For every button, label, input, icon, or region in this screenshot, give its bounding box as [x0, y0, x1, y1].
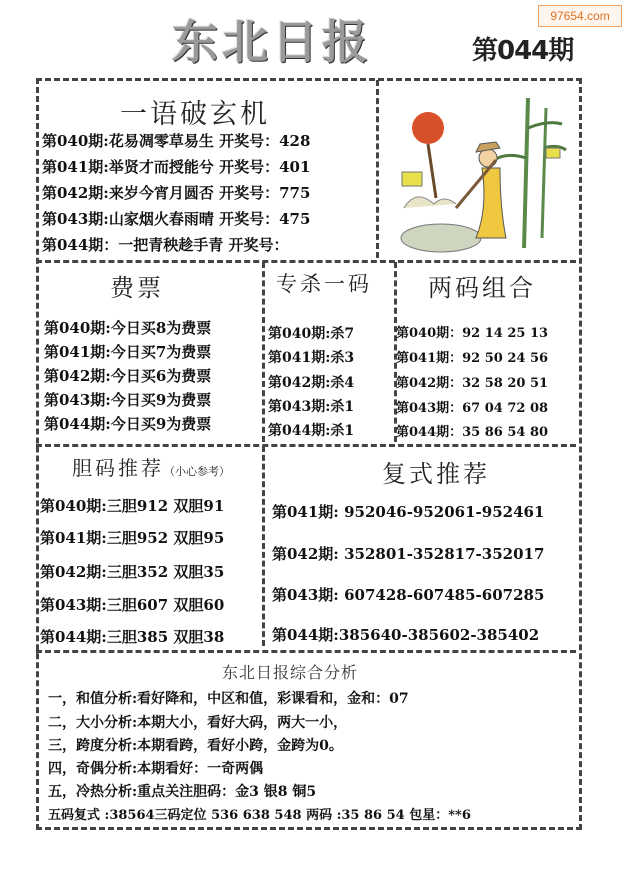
- zhuansha-row: 第044期:杀1: [268, 423, 355, 439]
- analysis-label: 跨度分析: [76, 738, 132, 754]
- danma-title: [72, 452, 230, 481]
- column-divider: [262, 262, 265, 442]
- riddle-row: 第044期：一把青秧趁手青 开奖号：: [42, 236, 289, 254]
- fushi-row: 第043期: 607428-607485-607285: [272, 586, 545, 604]
- zhuansha-row: 第043期:杀1: [268, 399, 355, 415]
- zhuansha-title: 专杀一码: [276, 272, 372, 296]
- riddle-row: 第042期:来岁今宵月圆否 开奖号：775: [42, 184, 311, 202]
- fushi-title: 复式推荐: [382, 460, 490, 488]
- analysis-num: 三，: [48, 738, 76, 754]
- danma-title-text: 胆码推荐: [72, 456, 164, 480]
- riddle-row: 第043期:山家烟火春雨晴 开奖号：475: [42, 210, 311, 228]
- feipiao-row: 第043期:今日买9为费票: [44, 391, 212, 409]
- feipiao-row: 第041期:今日买7为费票: [44, 343, 212, 361]
- danma-row: 第041期:三胆952 双胆95: [40, 529, 225, 547]
- feipiao-title: 费票: [110, 274, 164, 302]
- liangma-title: 两码组合: [428, 274, 536, 302]
- issue-number: 第044期: [472, 36, 574, 66]
- liangma-row: 第043期：67 04 72 08: [396, 401, 549, 416]
- site-watermark: 97654.com: [538, 5, 622, 27]
- analysis-label: 冷热分析: [76, 784, 132, 800]
- analysis-num: 二，: [48, 715, 76, 731]
- analysis-label: 奇偶分析: [76, 761, 132, 777]
- fushi-row: 第042期: 352801-352817-352017: [272, 545, 545, 563]
- danma-row: 第044期:三胆385 双胆38: [40, 628, 225, 646]
- analysis-text: :本期大小，看好大码，两大一小，: [132, 715, 348, 731]
- analysis-num: 一，: [48, 691, 76, 707]
- liangma-row: 第044期：35 86 54 80: [396, 425, 549, 440]
- analysis-item: [48, 735, 343, 755]
- riddle-title: 一语破玄机: [120, 99, 270, 130]
- danma-note: （小心参考）: [164, 465, 230, 478]
- section-divider: [36, 260, 576, 263]
- feipiao-row: 第042期:今日买6为费票: [44, 367, 212, 385]
- analysis-num: 四，: [48, 761, 76, 777]
- danma-row: 第043期:三胆607 双胆60: [40, 596, 225, 614]
- liangma-row: 第040期：92 14 25 13: [396, 326, 549, 341]
- analysis-item: [48, 688, 409, 708]
- analysis-label: 和值分析: [76, 691, 132, 707]
- riddle-row: 第040期:花易凋零草易生 开奖号：428: [42, 132, 311, 150]
- fushi-row: 第041期: 952046-952061-952461: [272, 503, 545, 521]
- fushi-row: 第044期:385640-385602-385402: [272, 626, 540, 644]
- column-divider: [262, 446, 265, 646]
- analysis-item: [48, 781, 316, 801]
- riddle-row: 第041期:举贤才而授能兮 开奖号：401: [42, 158, 311, 176]
- analysis-item: [48, 758, 263, 778]
- analysis-text: :本期看好：一奇两偶: [132, 761, 264, 777]
- analysis-title: 东北日报综合分析: [222, 663, 359, 682]
- feipiao-row: 第040期:今日买8为费票: [44, 319, 212, 337]
- riddle-divider: [376, 80, 379, 258]
- zhuansha-row: 第042期:杀4: [268, 375, 355, 391]
- analysis-num: 五，: [48, 784, 76, 800]
- analysis-footer: 五码复式 :38564三码定位 536 638 548 两码 :35 86 54 包星：**6: [48, 808, 471, 823]
- analysis-item: [48, 712, 347, 732]
- danma-row: 第042期:三胆352 双胆35: [40, 563, 225, 581]
- analysis-text: :本期看跨，看好小跨，金跨为0。: [132, 738, 343, 754]
- liangma-row: 第041期：92 50 24 56: [396, 351, 549, 366]
- zhuansha-row: 第041期:杀3: [268, 350, 355, 366]
- feipiao-row: 第044期:今日买9为费票: [44, 415, 212, 433]
- analysis-text: :重点关注胆码：金3 银8 铜5: [132, 784, 317, 800]
- danma-row: 第040期:三胆912 双胆91: [40, 497, 225, 515]
- analysis-text: :看好降和，中区和值，彩课看和，金和：07: [132, 691, 409, 707]
- zhuansha-row: 第040期:杀7: [268, 326, 355, 342]
- masthead-title: 东北日报: [172, 15, 372, 69]
- section-divider: [36, 444, 576, 447]
- liangma-row: 第042期：32 58 20 51: [396, 376, 549, 391]
- section-divider: [36, 650, 576, 653]
- analysis-label: 大小分析: [76, 715, 132, 731]
- farmer-illustration: [396, 88, 568, 258]
